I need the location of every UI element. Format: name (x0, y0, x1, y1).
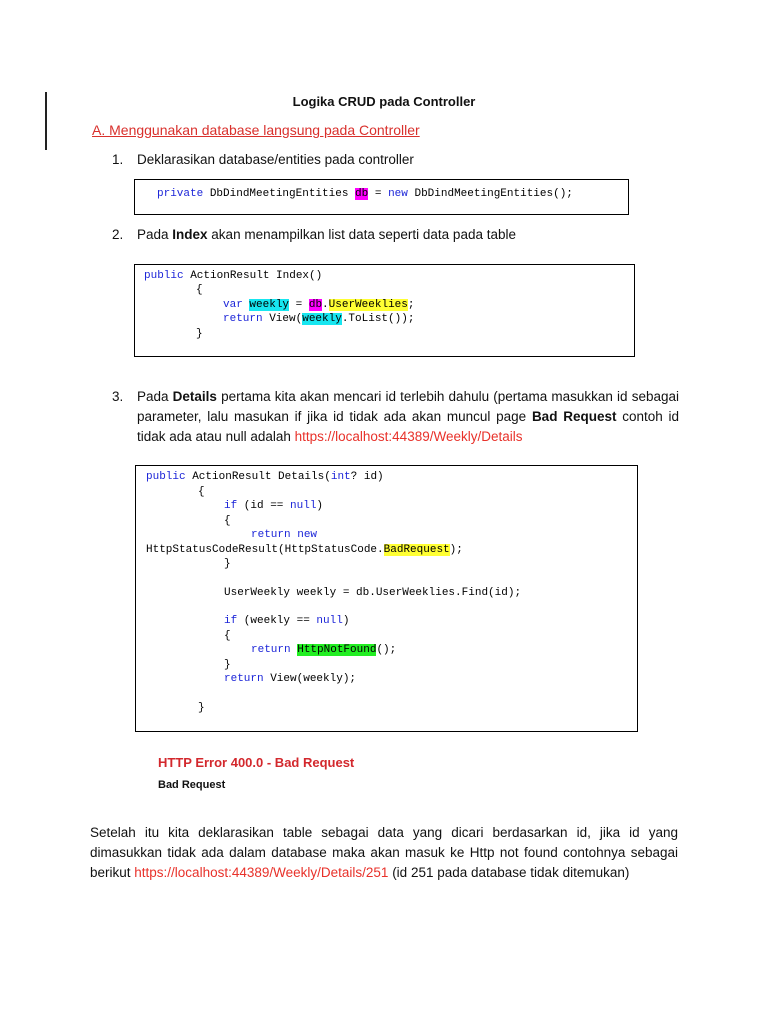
code-block-index (134, 264, 635, 357)
code-line: } (198, 702, 205, 714)
example-link[interactable]: https://localhost:44389/Weekly/Details (294, 429, 523, 444)
code-line: } (224, 558, 231, 570)
code-line: { (224, 515, 231, 527)
page-title: Logika CRUD pada Controller (292, 94, 476, 109)
code-line: return new (251, 529, 318, 541)
code-line: } (224, 659, 231, 671)
code-line: { (196, 284, 203, 296)
code-line: public ActionResult Index() (144, 270, 323, 282)
body-paragraph: Setelah itu kita deklarasikan table sebagai data yang dicari berdasarkan id, jika id yang dimasukkan tidak ada dalam database maka akan masuk ke Http not found contohnya sebagai berikut https://localhost:44389/Weekly/Details/251 (id 251 pada database tidak ditemukan) (90, 825, 678, 880)
http-error-subtitle: Bad Request (158, 779, 226, 791)
code-line: return View(weekly); (224, 673, 357, 685)
code-line: private DbDindMeetingEntities db = new DbDindMeetingEntities(); (157, 188, 573, 200)
section-heading: A. Menggunakan database langsung pada Controller (92, 122, 420, 138)
code-line: var weekly = db.UserWeeklies; (223, 299, 415, 311)
code-line: { (198, 486, 205, 498)
code-line: return HttpNotFound(); (251, 644, 397, 656)
code-line: public ActionResult Details(int? id) (146, 471, 384, 483)
code-line: return View(weekly.ToList()); (223, 313, 415, 325)
step-number: 2. (112, 227, 124, 242)
step-text: Deklarasikan database/entities pada controller (137, 152, 414, 167)
step-number: 1. (112, 152, 124, 167)
step-text: Pada Details pertama kita akan mencari id terlebih dahulu (pertama masukkan id sebagai parameter, lalu masukan if jika id tidak ada akan muncul page Bad Request contoh id tidak ada atau null adalah https://localhost:44389/Weekly/Details (137, 389, 679, 444)
code-block-declaration (134, 179, 629, 215)
code-block-details (135, 465, 638, 732)
code-line: UserWeekly weekly = db.UserWeeklies.Find(id); (224, 587, 522, 599)
code-line: if (weekly == null) (224, 615, 350, 627)
code-line: { (224, 630, 231, 642)
http-error-title: HTTP Error 400.0 - Bad Request (158, 755, 355, 770)
step-text: Pada Index akan menampilkan list data seperti data pada table (137, 227, 516, 242)
example-link-251[interactable]: https://localhost:44389/Weekly/Details/251 (134, 865, 389, 880)
code-line: if (id == null) (224, 500, 324, 512)
code-line: } (196, 328, 203, 340)
code-line: HttpStatusCodeResult(HttpStatusCode.BadRequest); (146, 544, 463, 556)
step-number: 3. (112, 389, 124, 404)
